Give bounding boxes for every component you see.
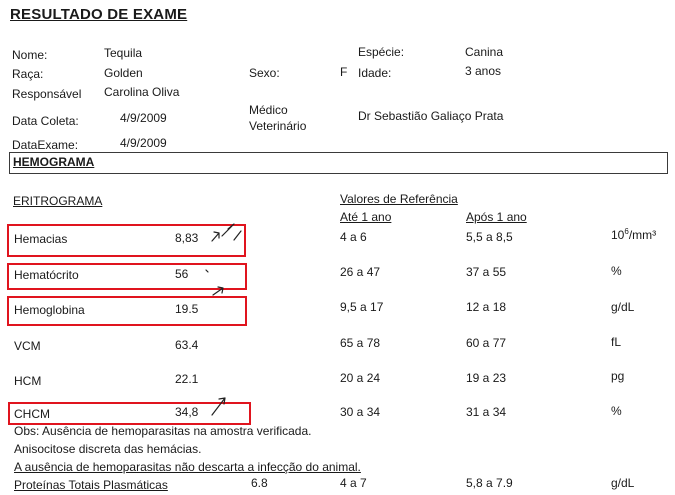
medico-label-line2: Veterinário [249,119,307,133]
row-ref-apos: 60 a 77 [466,336,507,350]
nome-label: Nome: [12,48,48,62]
row-ref-ate: 20 a 24 [340,371,381,385]
highlight-box-chcm [8,402,251,425]
nome-value: Tequila [104,46,143,60]
ref-col-apos: Após 1 ano [466,210,527,224]
row-name: VCM [14,339,41,353]
row-unit: fL [611,335,622,349]
highlight-box-hemacias [7,224,246,257]
row-value: 34,8 [175,405,199,419]
row-value: 8,83 [175,231,199,245]
obs-line-2: Anisocitose discreta das hemácias. [14,442,202,456]
row-ref-apos: 5,8 a 7.9 [466,476,513,490]
row-value: 22.1 [175,372,199,386]
row-name: CHCM [14,407,50,421]
row-name: Proteínas Totais Plasmáticas [14,478,168,492]
row-ref-apos: 19 a 23 [466,371,507,385]
row-ref-ate: 4 a 6 [340,230,367,244]
row-unit: % [611,264,622,278]
row-ref-apos: 31 a 34 [466,405,507,419]
responsavel-value: Carolina Oliva [104,85,180,99]
row-name: Hematócrito [14,268,79,282]
obs-line-3: A ausência de hemoparasitas não descarta a infecção do animal. [14,460,361,474]
row-ref-ate: 65 a 78 [340,336,381,350]
eritrograma-header: ERITROGRAMA [13,194,103,208]
especie-value: Canina [465,45,504,59]
report-title: RESULTADO DE EXAME [10,6,188,23]
row-ref-ate: 9,5 a 17 [340,300,384,314]
row-name: HCM [14,374,42,388]
row-unit: % [611,404,622,418]
raca-value: Golden [104,66,143,80]
row-ref-ate: 4 a 7 [340,476,367,490]
coleta-label: Data Coleta: [12,114,79,128]
hemograma-title: HEMOGRAMA [13,155,95,169]
coleta-value: 4/9/2009 [120,111,167,125]
idade-value: 3 anos [465,64,502,78]
row-ref-ate: 30 a 34 [340,405,381,419]
row-value: 56 [175,267,189,281]
obs-line-1: Obs: Ausência de hemoparasitas na amostra verificada. [14,424,312,438]
row-value: 6.8 [251,476,268,490]
exame-label: DataExame: [12,138,79,152]
row-ref-apos: 37 a 55 [466,265,507,279]
raca-label: Raça: [12,67,44,81]
medico-value: Dr Sebastião Galiaço Prata [358,109,504,123]
row-unit: pg [611,369,625,383]
row-name: Hemoglobina [14,303,85,317]
row-value: 63.4 [175,338,199,352]
row-unit: $10^6$/mm³ [611,227,657,242]
row-unit: g/dL [611,476,635,490]
responsavel-label: Responsável [12,87,82,101]
row-value: 19.5 [175,302,199,316]
sexo-value: F [340,65,348,79]
ref-header: Valores de Referência [340,192,458,206]
highlight-box-hematocrito [7,263,247,290]
sexo-label: Sexo: [249,66,280,80]
row-ref-ate: 26 a 47 [340,265,381,279]
row-unit: g/dL [611,300,635,314]
especie-label: Espécie: [358,45,405,59]
medico-label-line1: Médico [249,103,288,117]
exame-value: 4/9/2009 [120,136,167,150]
row-ref-apos: 5,5 a 8,5 [466,230,513,244]
row-name: Hemacias [14,232,68,246]
idade-label: Idade: [358,66,392,80]
ref-col-ate: Até 1 ano [340,210,392,224]
row-ref-apos: 12 a 18 [466,300,507,314]
highlight-box-hemoglobina [7,296,247,326]
hemograma-box [9,152,668,174]
